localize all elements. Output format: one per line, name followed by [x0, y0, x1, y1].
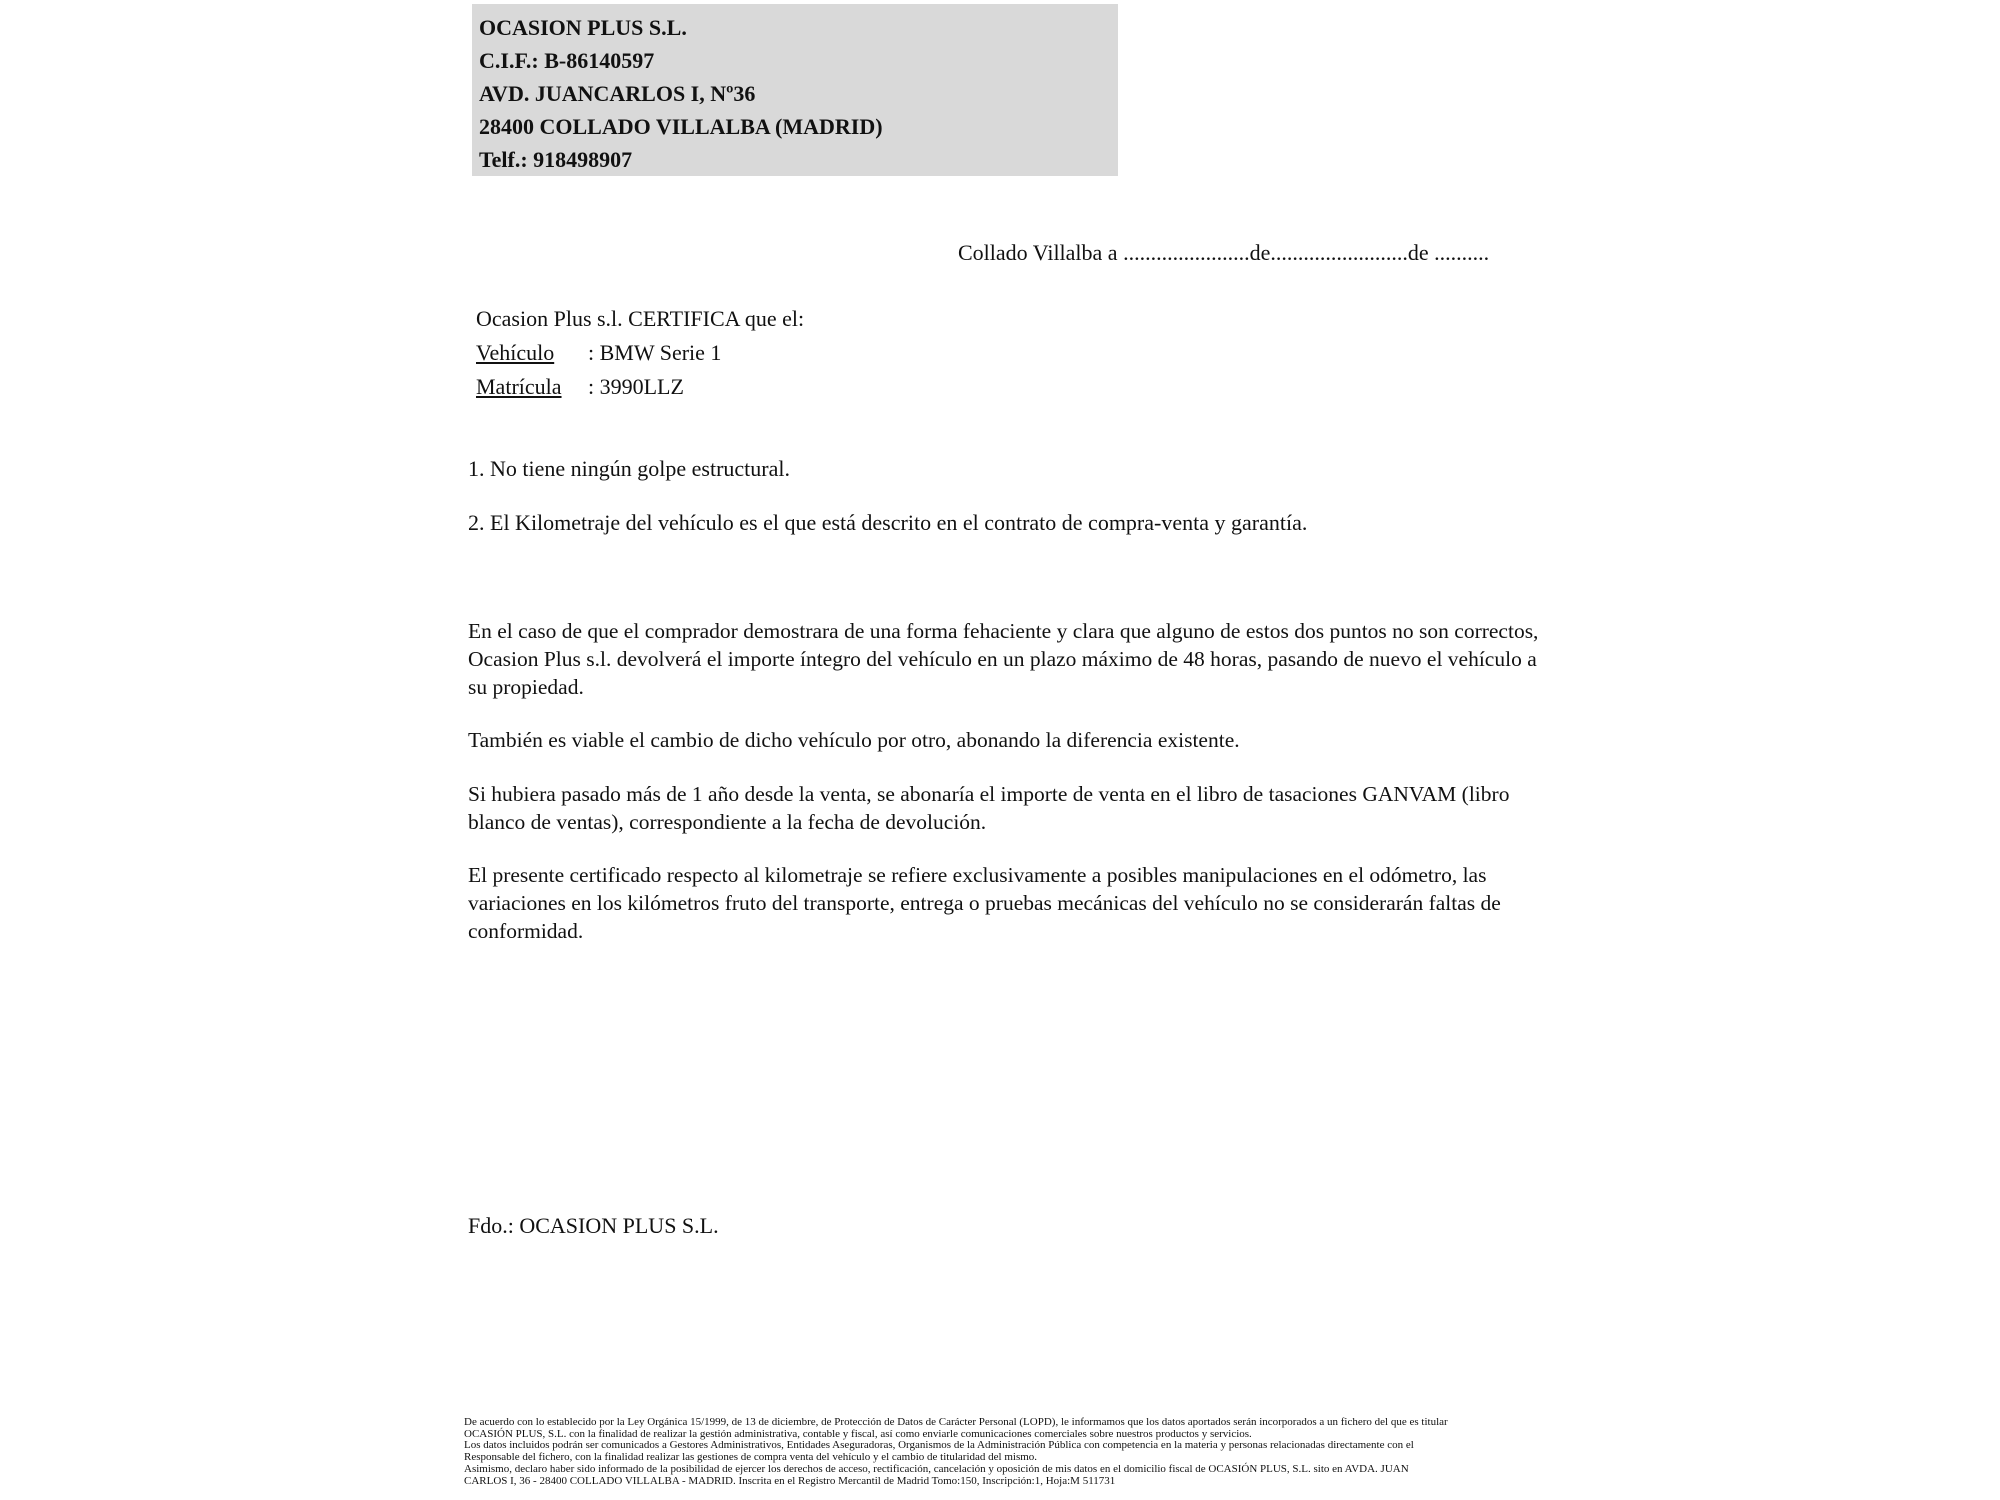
plate-value: : 3990LLZ — [588, 374, 684, 399]
company-address: AVD. JUANCARLOS I, Nº36 — [479, 81, 756, 106]
company-header-block — [472, 4, 1118, 176]
legal-fine-print — [464, 1417, 1564, 1487]
legal-line: De acuerdo con lo establecido por la Ley Orgánica 15/1999, de 13 de diciembre, de Protección de Datos de Carácter Personal (LOPD), le informamos que los datos aportados serán incorporados a un fichero del que es titular — [464, 1416, 1448, 1428]
plate-row — [476, 370, 804, 404]
company-city: 28400 COLLADO VILLALBA (MADRID) — [479, 114, 883, 139]
paragraph-odometer-disclaimer: El presente certificado respecto al kilometraje se refiere exclusivamente a posibles manipulaciones en el odómetro, las variaciones en los kilómetros fruto del transporte, entrega o pruebas mecánicas del vehículo no se considerarán faltas de conformidad. — [468, 863, 1501, 943]
vehicle-value: : BMW Serie 1 — [588, 340, 722, 365]
legal-line: OCASIÓN PLUS, S.L. con la finalidad de realizar la gestión administrativa, contable y fiscal, así como enviarle comunicaciones comerciales sobre nuestros productos y servicios. — [464, 1427, 1252, 1440]
vehicle-row — [476, 336, 804, 370]
legal-line: CARLOS I, 36 - 28400 COLLADO VILLALBA - MADRID. Inscrita en el Registro Mercantil de Madrid Tomo:150, Inscripción:1, Hoja:M 511731 — [464, 1474, 1116, 1487]
paragraph-refund-policy: En el caso de que el comprador demostrara de una forma fehaciente y clara que alguno de estos dos puntos no son correctos, Ocasion Plus s.l. devolverá el importe íntegro del vehículo en un plazo máximo de 48 horas, pasando de nuevo el vehículo a su propiedad. — [468, 619, 1539, 699]
certification-block — [476, 302, 804, 404]
paragraph-ganvam-valuation: Si hubiera pasado más de 1 año desde la venta, se abonaría el importe de venta en el libro de tasaciones GANVAM (libro blanco de ventas), correspondiente a la fecha de devolución. — [468, 782, 1510, 834]
signature-line: Fdo.: OCASION PLUS S.L. — [468, 1213, 719, 1238]
vehicle-label: Vehículo — [476, 340, 555, 365]
company-name: OCASION PLUS S.L. — [479, 15, 687, 40]
certified-point-2: 2. El Kilometraje del vehículo es el que está descrito en el contrato de compra-venta y garantía. — [468, 510, 1308, 535]
paragraph-exchange-option: También es viable el cambio de dicho vehículo por otro, abonando la diferencia existente. — [468, 728, 1240, 752]
certified-point-1: 1. No tiene ningún golpe estructural. — [468, 456, 790, 481]
legal-line: Asimismo, declaro haber sido informado de la posibilidad de ejercer los derechos de acceso, rectificación, cancelación y oposición de mis datos en el domicilio fiscal de OCASIÓN PLUS, S.L. sito en AVDA. JUAN — [464, 1462, 1409, 1475]
company-cif: C.I.F.: B-86140597 — [479, 48, 655, 73]
certify-intro: Ocasion Plus s.l. CERTIFICA que el: — [476, 306, 805, 331]
legal-line: Responsable del fichero, con la finalidad realizar las gestiones de compra venta del vehículo y el cambio de titularidad del mismo. — [464, 1451, 1038, 1464]
legal-line: Los datos incluidos podrán ser comunicados a Gestores Administrativos, Entidades Aseguradoras, Organismos de la Administración Pública con competencia en la materia y personas relacionadas directamente con el — [464, 1439, 1414, 1452]
date-line: Collado Villalba a .......................de.........................de .......... — [958, 240, 1490, 265]
plate-label: Matrícula — [476, 374, 562, 399]
company-phone: Telf.: 918498907 — [479, 147, 633, 172]
